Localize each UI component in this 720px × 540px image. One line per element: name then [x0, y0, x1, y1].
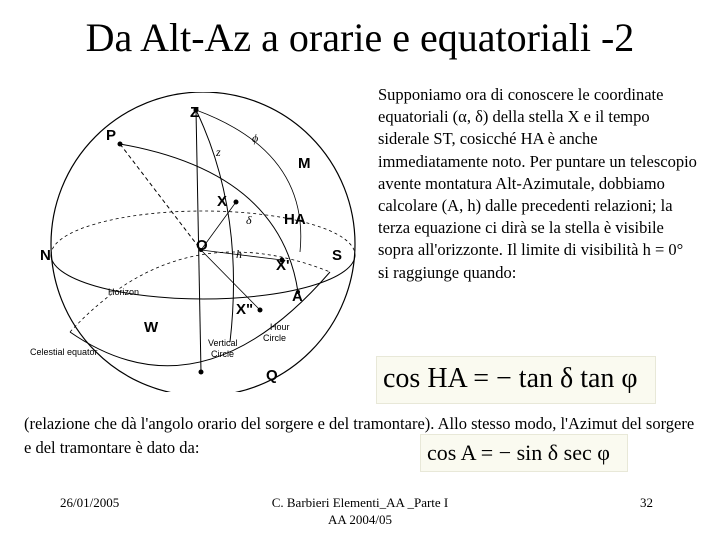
label-m: M — [298, 155, 311, 172]
footer-author: C. Barbieri Elementi_AA _Parte I — [271, 495, 449, 510]
vertical-circle — [196, 110, 234, 342]
explanation-text: Supponiamo ora di conoscere le coordinate equatoriali (α, δ) della stella X e il tempo siderale ST, cosicché HA è anche immediatamente noto. Per puntare un telescopio avente montatura Alt-Azimutale, dobbiamo calcolare (A, h) dalle precedenti relazioni; la terza equazione ci dirà se la stella è visibile sopra all'orizzonte. Il limite di visibilità h = 0° si raggiunge quando: — [378, 85, 697, 282]
label-h: h — [236, 247, 242, 261]
equation-hour-angle-text: cos HA = − tan δ tan φ — [383, 363, 638, 394]
label-zenith-distance: z — [216, 145, 221, 159]
label-x-double-prime: X" — [236, 301, 254, 318]
label-celestial-equator: Celestial equator — [30, 347, 98, 357]
label-q: Q — [266, 367, 278, 384]
footer-center — [260, 494, 460, 528]
label-phi: ϕ — [252, 131, 259, 145]
page-number: 32 — [640, 495, 653, 510]
label-s: S — [332, 247, 343, 264]
paragraph-text: (relazione che dà l'angolo orario del sorgere e del tramontare). Allo stesso modo, l'Azimut del sorgere e del tramontare è dato da: — [24, 414, 695, 457]
slide-title: Da Alt-Az a orarie e equatoriali -2 — [85, 15, 635, 60]
label-a: A — [292, 288, 303, 305]
label-x: X — [217, 193, 228, 210]
label-vertical-circle-2: Circle — [211, 349, 235, 359]
label-z: Z — [190, 104, 200, 121]
label-delta: δ — [246, 213, 252, 227]
hour-circle — [120, 144, 298, 292]
label-hour-circle-2: Circle — [263, 333, 287, 343]
label-n: N — [40, 247, 51, 264]
equation-azimuth — [420, 434, 628, 472]
polar-axis — [120, 144, 201, 250]
label-hour-circle-1: Hour — [270, 322, 290, 332]
label-ha: HA — [284, 211, 306, 228]
equation-azimuth-text: cos A = − sin δ sec φ — [427, 440, 610, 465]
label-vertical-circle-1: Vertical — [208, 338, 238, 348]
label-horizon: Horizon — [108, 287, 140, 297]
equation-hour-angle — [376, 356, 656, 404]
horizon-circle — [51, 255, 355, 299]
footer-date: 26/01/2005 — [60, 495, 120, 510]
label-w: W — [144, 319, 159, 336]
celestial-sphere-diagram — [30, 92, 360, 392]
label-o: O — [196, 237, 208, 254]
footer-year: AA 2004/05 — [328, 512, 392, 527]
label-p: P — [106, 127, 117, 144]
label-x-prime: X' — [276, 257, 290, 274]
